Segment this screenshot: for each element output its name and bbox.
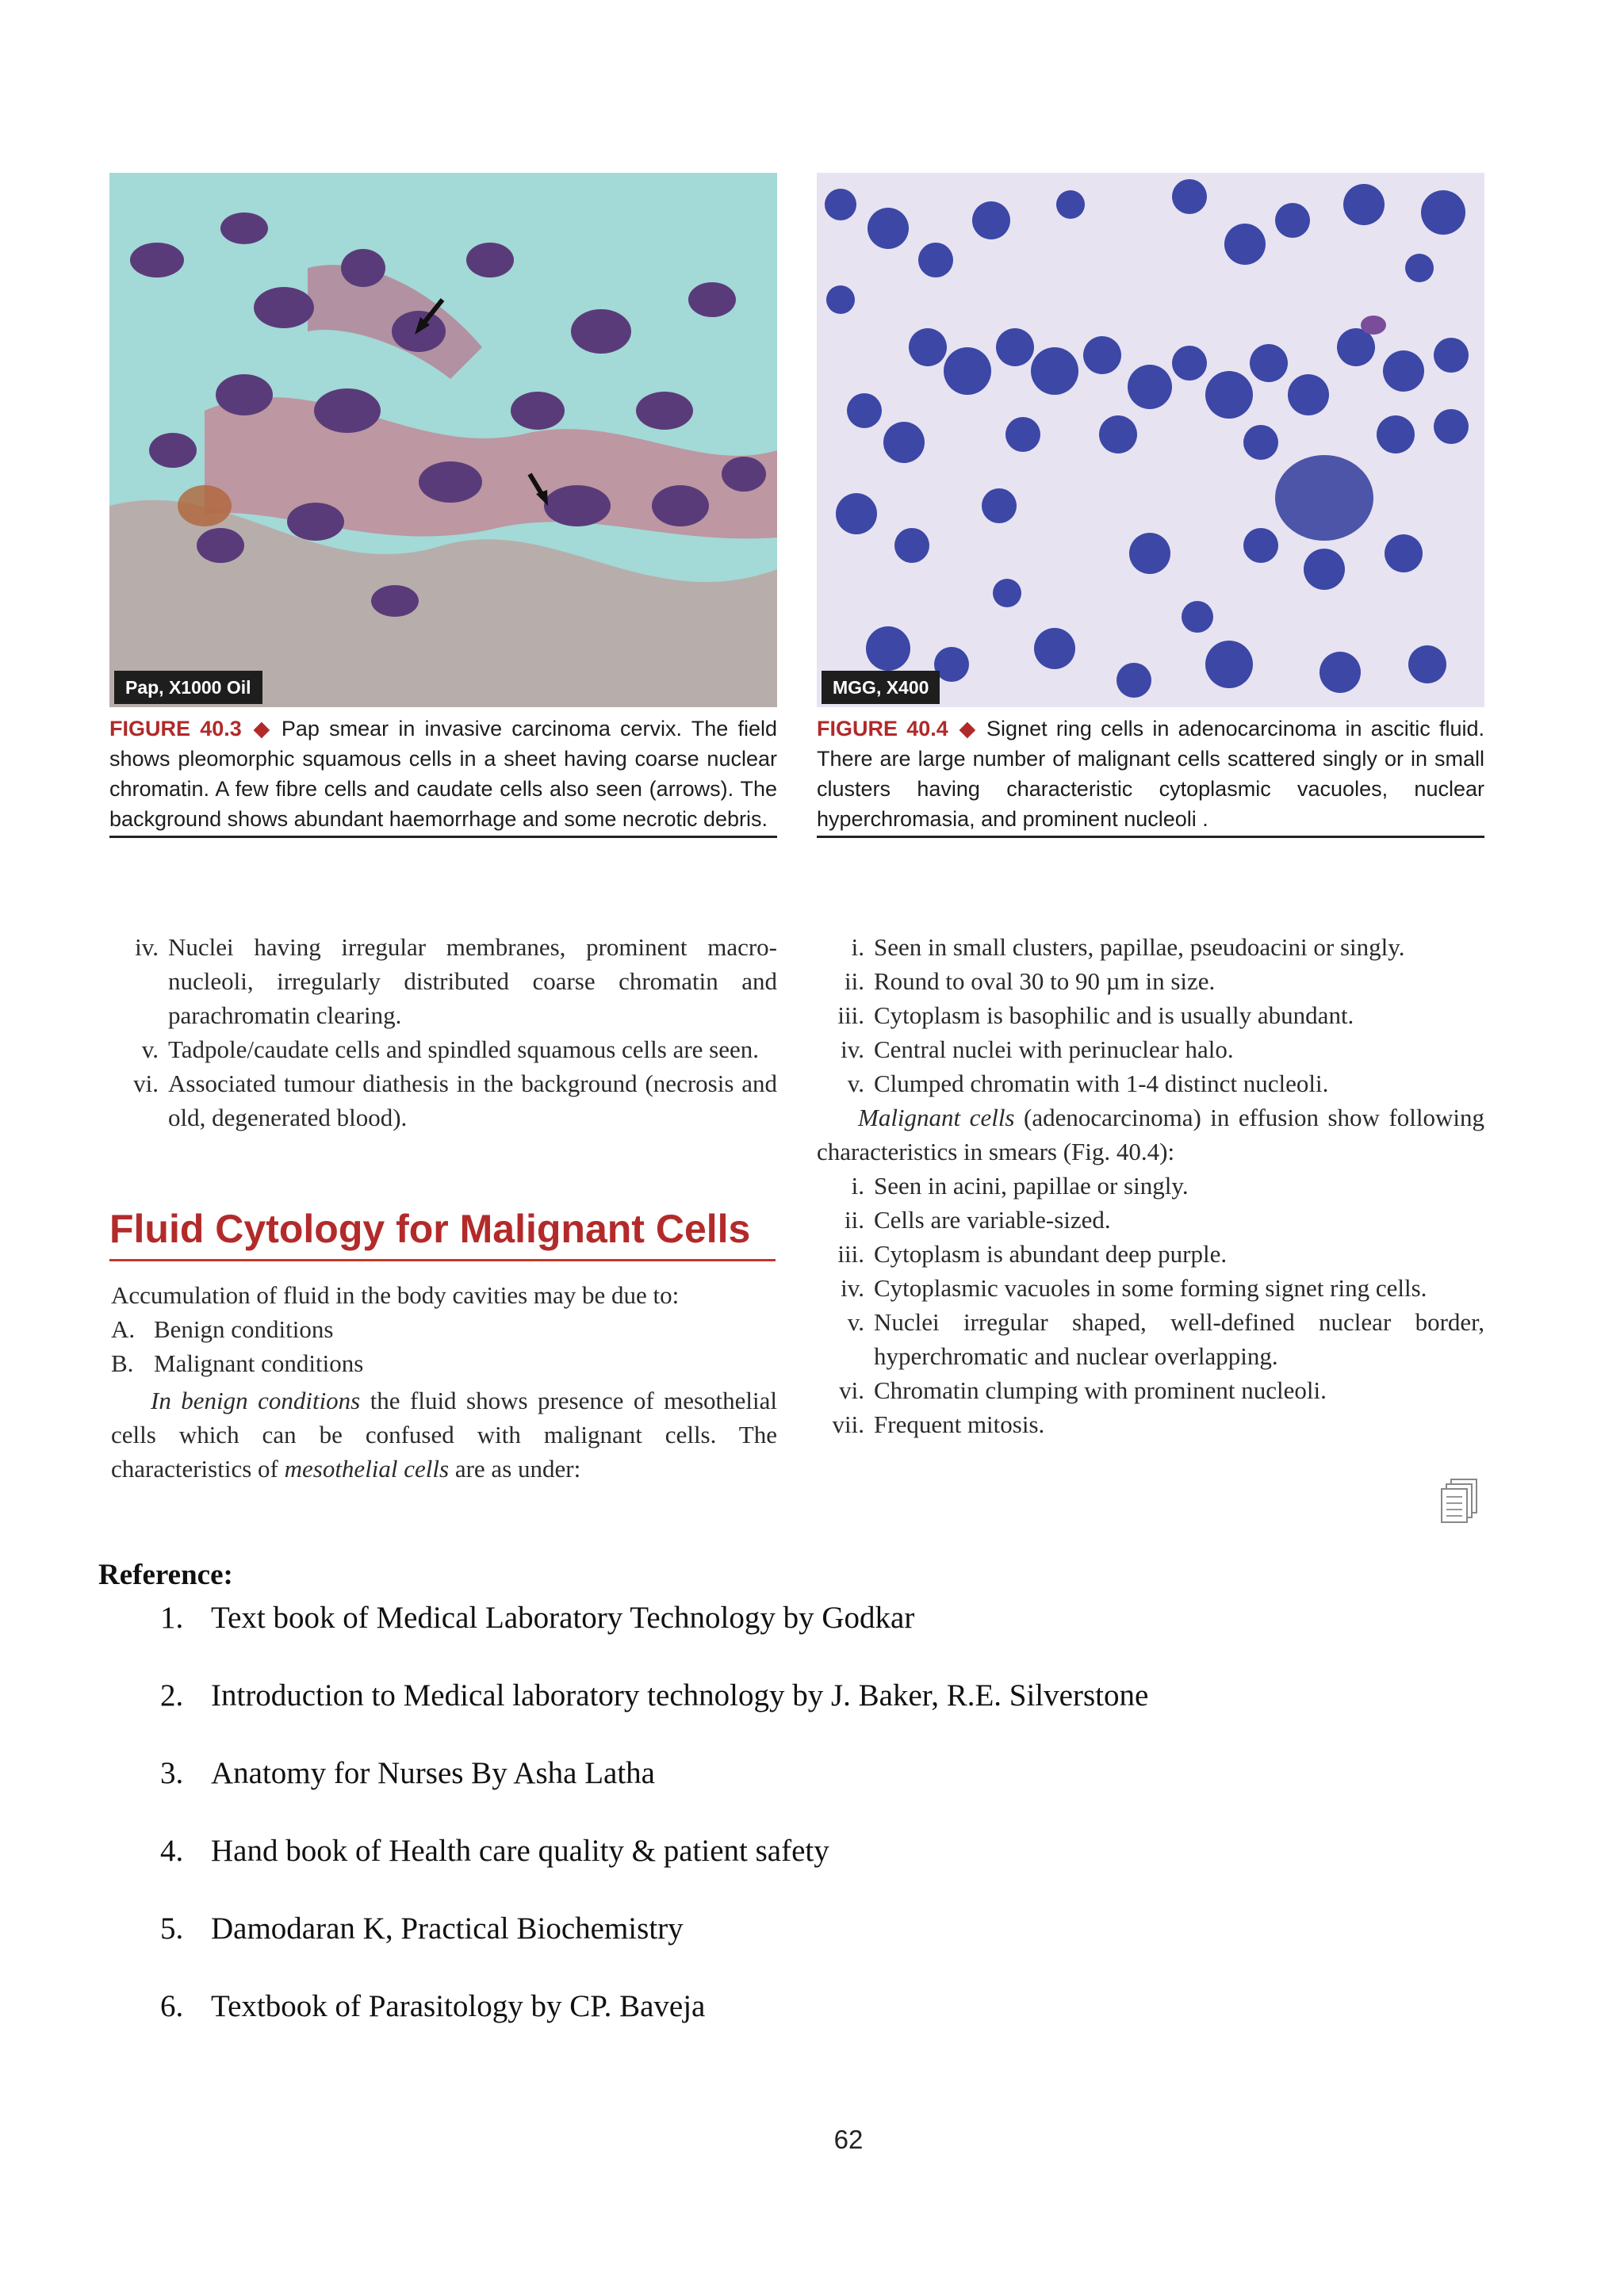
left-column <box>111 930 777 1135</box>
list-item: ii. Cells are variable-sized. <box>845 1206 1111 1234</box>
caption-text: Pap smear in invasive carcinoma cervix. The field shows pleomorphic squamous cells in a sheet having coarse nuclear chromatin. A few fibre cells and caudate cells also seen (arrows). The background shows abundant haemorrhage and some necrotic debris. <box>109 717 777 831</box>
intro-text: Accumulation of fluid in the body cavities may be due to: <box>111 1281 680 1309</box>
mesothelial-list <box>817 930 1484 1100</box>
list-item: iii. Cytoplasm is basophilic and is usually abundant. <box>837 1001 1354 1029</box>
list-item: iv. Central nuclei with perinuclear halo. <box>841 1035 1234 1063</box>
reference-item: 3. Anatomy for Nurses By Asha Latha <box>160 1756 655 1790</box>
reference-item: 4. Hand book of Health care quality & patient safety <box>160 1834 829 1868</box>
stain-label: MGG, X400 <box>822 671 940 704</box>
copy-document-icon[interactable] <box>1440 1478 1480 1525</box>
reference-item: 2. Introduction to Medical laboratory technology by J. Baker, R.E. Silverstone <box>160 1678 1149 1712</box>
stain-label: Pap, X1000 Oil <box>114 671 262 704</box>
reference-item: 1. Text book of Medical Laboratory Technology by Godkar <box>160 1601 915 1635</box>
diamond-icon: ◆ <box>249 717 274 740</box>
list-item: v. Clumped chromatin with 1-4 distinct nucleoli. <box>847 1070 1329 1097</box>
benign-paragraph: In benign conditions the fluid shows presence of mesothelial cells which can be confused with malignant cells. The characteristics of mesothelial cells are as under: <box>111 1387 777 1483</box>
section-heading: Fluid Cytology for Malignant Cells <box>109 1205 776 1261</box>
left-section-body <box>111 1278 777 1486</box>
list-item: v. Tadpole/caudate cells and spindled squamous cells are seen. <box>141 1035 760 1063</box>
list-item: A. Benign conditions <box>111 1315 334 1343</box>
malignant-list <box>817 1169 1484 1441</box>
figure-caption-left <box>109 714 777 838</box>
condition-list <box>111 1312 777 1380</box>
list-item: i. Seen in acini, papillae or singly. <box>851 1172 1189 1200</box>
list-item: iv. Cytoplasmic vacuoles in some forming signet ring cells. <box>841 1274 1427 1302</box>
figure-number: FIGURE 40.4 <box>817 717 948 740</box>
diamond-icon: ◆ <box>956 717 979 740</box>
figure-number: FIGURE 40.3 <box>109 717 242 740</box>
figure-caption-right <box>817 714 1484 838</box>
list-item: vi. Associated tumour diathesis in the background (necrosis and old, degenerated blood). <box>133 1070 777 1131</box>
caption-text: Signet ring cells in adenocarcinoma in ascitic fluid. There are large number of malignant cells scattered singly or in small clusters having characteristic cytoplasmic vacuoles, nuclear hyperchromasia, and prominent nucleoli . <box>817 717 1485 831</box>
list-item: iii. Cytoplasm is abundant deep purple. <box>837 1240 1228 1268</box>
mgg-micrograph <box>817 173 1484 707</box>
pap-smear-micrograph <box>109 173 777 707</box>
list-item: i. Seen in small clusters, papillae, pseudoacini or singly. <box>851 933 1405 961</box>
list-item: B. Malignant conditions <box>111 1349 364 1377</box>
left-list <box>111 930 777 1135</box>
list-item: v. Nuclei irregular shaped, well-defined nuclear border, hyperchromatic and nuclear overlapping. <box>847 1308 1484 1370</box>
reference-item: 6. Textbook of Parasitology by CP. Baveja <box>160 1989 706 2023</box>
page-number: 62 <box>833 2125 864 2154</box>
list-item: iv. Nuclei having irregular membranes, prominent macro-nucleoli, irregularly distributed coarse chromatin and parachromatin clearing. <box>135 933 777 1029</box>
list-item: vi. Chromatin clumping with prominent nucleoli. <box>839 1376 1327 1404</box>
references-list <box>160 1598 1148 2064</box>
reference-item: 5. Damodaran K, Practical Biochemistry <box>160 1911 684 1946</box>
list-item: vii. Frequent mitosis. <box>832 1410 1045 1438</box>
malignant-paragraph: Malignant cells (adenocarcinoma) in effusion show following characteristics in smears (Fig. 40.4): <box>817 1104 1484 1165</box>
references-title: Reference: <box>98 1559 233 1591</box>
list-item: ii. Round to oval 30 to 90 µm in size. <box>845 967 1216 995</box>
right-column <box>817 930 1484 1441</box>
